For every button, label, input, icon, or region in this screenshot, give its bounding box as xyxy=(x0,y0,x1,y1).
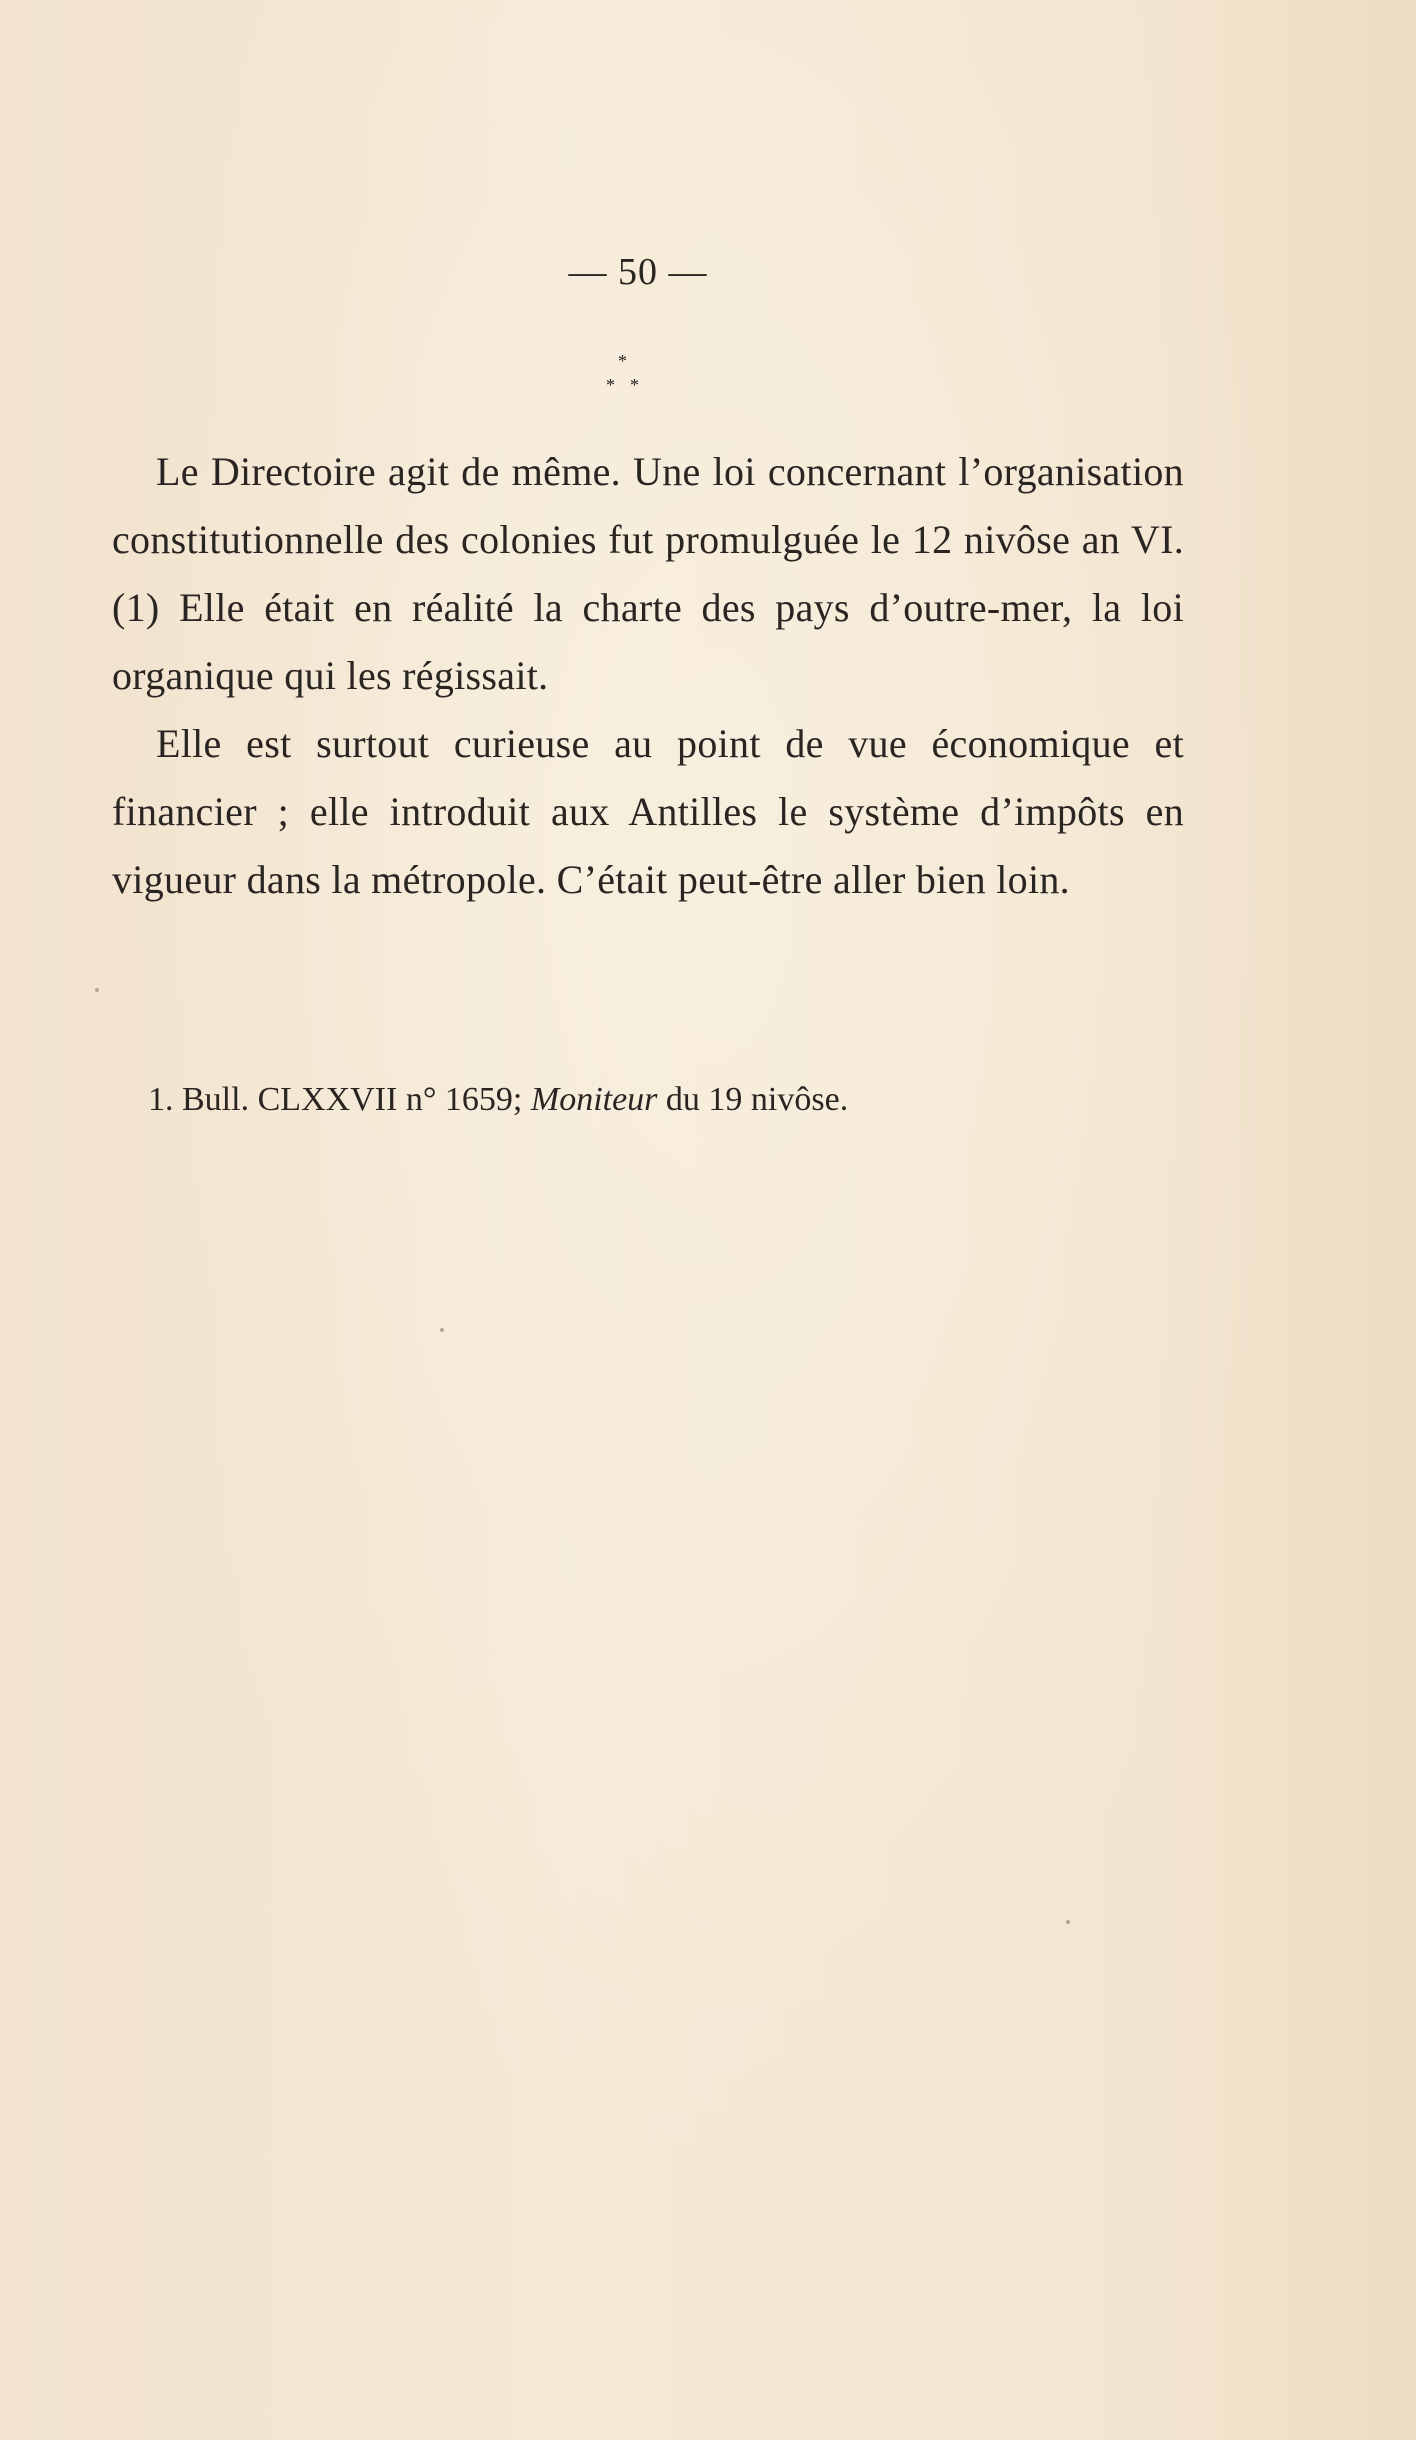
footnote xyxy=(148,1076,1188,1124)
asterism-star-right: * xyxy=(630,375,639,395)
paper-speck xyxy=(1066,1920,1070,1924)
asterism-star-top: * xyxy=(618,351,627,371)
asterism-star-left: * xyxy=(606,375,615,395)
paragraph-2: Elle est surtout curieuse au point de vue économique et financier ; elle introduit aux Antilles le système d’impôts en vigueur dans la métropole. C’était peut-être aller bien loin. xyxy=(112,721,1184,902)
footnote-tail: du 19 nivôse. xyxy=(665,1081,849,1118)
footnote-lead: 1. Bull. CLXXVII n° 1659; xyxy=(148,1081,523,1118)
paper-speck xyxy=(95,988,99,992)
body-text xyxy=(112,438,1184,914)
footnote-italic-title: Moniteur xyxy=(530,1081,658,1118)
asterism-ornament xyxy=(598,352,678,402)
paper-speck xyxy=(440,1328,444,1332)
page-number: — 50 — xyxy=(568,251,708,293)
paragraph-1: Le Directoire agit de même. Une loi concernant l’organisation constitutionnelle des colonies fut promulguée le 12 nivôse an VI. (1) Elle était en réalité la charte des pays d’outre-mer, la loi organique qui les régissait. xyxy=(112,449,1184,698)
